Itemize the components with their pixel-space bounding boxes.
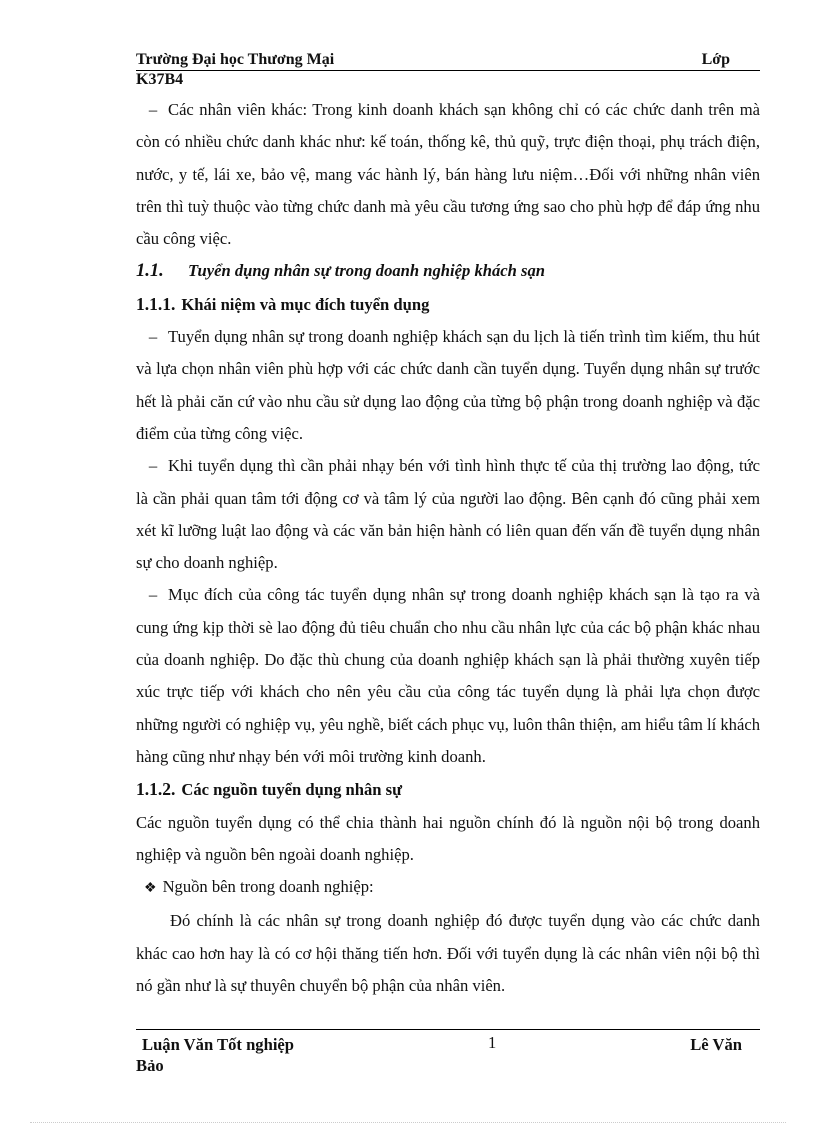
subsection-title: Các nguồn tuyển dụng nhân sự: [181, 780, 403, 800]
school-name: Trường Đại học Thương Mại: [136, 51, 335, 68]
footer-row: [136, 1030, 760, 1056]
paragraph-sources: Các nguồn tuyển dụng có thể chia thành hai nguồn chính đó là nguồn nội bộ trong doanh nghiệp và nguồn bên ngoài doanh nghiệp.: [136, 812, 760, 864]
author-first-name: Lê Văn: [690, 1035, 742, 1054]
thesis-title: Luận Văn Tốt nghiệp: [142, 1035, 295, 1054]
bullet-text: Nguồn bên trong doanh nghiệp:: [162, 877, 374, 897]
paragraph-purpose: – Mục đích của công tác tuyển dụng nhân sự trong doanh nghiệp khách sạn là tạo ra và cung ứng kịp thời sè lao động đủ tiêu chuẩn cho nhu cầu nhân lực của các bộ phận khác nhau của doanh nghiệp. Do đặc thù chung của doanh nghiệp khách sạn là phải thường xuyên tiếp xúc trực tiếp với khách cho nên yêu cầu của công tác tuyển dụng là phải lựa chọn được những người có nghiệp vụ, yêu nghề, biết cách phục vụ, luôn thân thiện, am hiểu tâm lí khách hàng cũng như nhạy bén với môi trường kinh doanh.: [136, 579, 760, 773]
class-label: Lớp: [701, 51, 730, 68]
paragraph-market-awareness: – Khi tuyển dụng thì cần phải nhạy bén với tình hình thực tế của thị trường lao động, tức là cần phải quan tâm tới động cơ và tâm lý của người lao động. Bên cạnh đó cũng phải xem xét kĩ lưỡng luật lao động và các văn bản hiện hành có liên quan đến vấn đề tuyển dụng nhân sự cho doanh nghiệp.: [136, 450, 760, 579]
page-header: [136, 50, 760, 89]
paragraph-internal-description: Đó chính là các nhân sự trong doanh nghiệp đó được tuyển dụng vào các chức danh khác cao hơn hay là có cơ hội thăng tiến hơn. Đối với tuyển dụng là các nhân viên nội bộ thì nó gần như là sự thuyên chuyển bộ phận của nhân viên.: [136, 911, 760, 996]
subsection-heading-1-1-1: [136, 288, 760, 321]
subsection-title: Khái niệm và mục đích tuyển dụng: [181, 294, 430, 314]
subsection-heading-1-1-2: [136, 773, 760, 806]
section-heading-1-1: [136, 255, 760, 287]
diamond-bullet-icon: ❖: [144, 881, 157, 897]
subsection-number: 1.1.1.: [136, 293, 176, 314]
page-number: 1: [487, 1033, 497, 1052]
paragraph-other-staff: – Các nhân viên khác: Trong kinh doanh khách sạn không chỉ có các chức danh trên mà còn có nhiều chức danh khác như: kế toán, thống kê, thủ quỹ, trực điện thoại, phụ trách điện, nước, y tế, lái xe, bảo vệ, mang vác hành lý, bán hàng lưu niệm…Đối với những nhân viên trên thì tuỳ thuộc vào từng chức danh mà yêu cầu tương ứng sao cho phù hợp để đáp ứng nhu cầu công việc.: [136, 94, 760, 255]
page-footer: [136, 1029, 760, 1076]
header-row: [136, 50, 760, 71]
bullet-internal-source: [136, 871, 760, 905]
author-last-name: Bảo: [136, 1056, 164, 1075]
document-body: [136, 94, 760, 1002]
section-title: Tuyển dụng nhân sự trong doanh nghiệp khách sạn: [188, 261, 545, 281]
section-number: 1.1.: [136, 261, 164, 282]
subsection-number: 1.1.2.: [136, 779, 176, 800]
paragraph-definition: – Tuyển dụng nhân sự trong doanh nghiệp khách sạn du lịch là tiến trình tìm kiếm, thu hút và lựa chọn nhân viên phù hợp với các chức danh cần tuyển dụng. Tuyển dụng nhân sự trước hết là phải căn cứ vào nhu cầu sử dụng lao động của từng bộ phận trong doanh nghiệp và đặc điểm của từng công việc.: [136, 321, 760, 450]
class-code: K37B4: [136, 71, 184, 88]
